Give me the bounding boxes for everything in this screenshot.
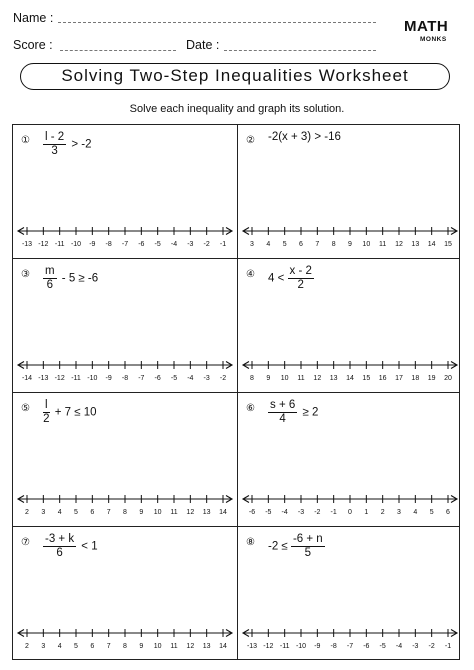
problem-inequality (43, 265, 98, 292)
problem-cell (238, 393, 462, 527)
tick-label: -5 (265, 509, 272, 516)
tick-label: -6 (363, 643, 370, 650)
tick-label: 8 (250, 375, 254, 382)
problem-cell (13, 259, 237, 393)
tick-label: -2 (219, 375, 227, 382)
problem-cell (238, 527, 462, 661)
tick-label: 16 (378, 375, 387, 382)
fraction-denominator: 2 (43, 413, 50, 425)
fraction-numerator: -6 + n (292, 533, 323, 545)
tick-label: -3 (412, 643, 419, 650)
tick-label: 11 (379, 241, 387, 248)
tick-label: -7 (346, 643, 354, 650)
tick-label: -11 (279, 643, 290, 650)
tick-label: -10 (295, 643, 307, 650)
inequality-suffix: < 1 (78, 540, 98, 553)
tick-label: 18 (411, 375, 420, 382)
date-field[interactable] (224, 50, 376, 51)
tick-label: 12 (395, 241, 403, 248)
tick-label: 12 (186, 509, 195, 516)
problem-inequality (43, 533, 98, 560)
tick-label: 20 (444, 375, 452, 382)
tick-label: -3 (187, 241, 194, 248)
score-label: Score : (13, 38, 53, 52)
problem-cell (13, 393, 237, 527)
tick-label: 15 (362, 375, 371, 382)
tick-label: 11 (170, 509, 178, 516)
number-line[interactable] (13, 493, 237, 519)
date-label: Date : (186, 38, 220, 52)
tick-label: 2 (380, 509, 385, 516)
problem-number: ⑤ (21, 403, 30, 414)
tick-label: -5 (154, 241, 161, 248)
worksheet-title: Solving Two-Step Inequalities Worksheet (20, 63, 450, 90)
name-field[interactable] (58, 22, 376, 23)
tick-label: 5 (429, 509, 434, 516)
tick-label: 3 (41, 643, 46, 650)
tick-label: -11 (54, 241, 65, 248)
math-monks-logo (404, 18, 462, 50)
tick-label: -12 (38, 241, 49, 248)
tick-label: -6 (138, 241, 145, 248)
fraction (43, 399, 50, 426)
tick-label: -9 (105, 375, 112, 382)
tick-label: -3 (203, 375, 210, 382)
tick-label: 17 (395, 375, 403, 382)
inequality-suffix: > -2 (68, 138, 92, 151)
tick-label: 11 (170, 643, 178, 650)
inequality-prefix: -2(x + 3) > -16 (268, 131, 341, 143)
problem-number: ⑦ (21, 537, 30, 548)
fraction-numerator: l (45, 399, 48, 411)
tick-label: 5 (74, 509, 78, 516)
tick-label: 4 (413, 509, 418, 516)
fraction (291, 533, 325, 560)
number-line[interactable] (238, 359, 462, 385)
tick-label: -2 (428, 643, 435, 650)
tick-label: 6 (90, 643, 95, 650)
name-label: Name : (13, 11, 54, 25)
tick-label: 14 (346, 375, 354, 382)
tick-label: -8 (121, 375, 129, 382)
logo-main-text: MATH (404, 18, 449, 35)
inequality-suffix: - 5 ≥ -6 (58, 272, 99, 285)
tick-label: -1 (330, 509, 337, 516)
fraction (43, 131, 66, 158)
tick-label: 19 (427, 375, 436, 382)
tick-label: 1 (364, 509, 369, 516)
tick-label: -9 (89, 241, 96, 248)
tick-label: -5 (170, 375, 178, 382)
tick-label: 11 (297, 375, 305, 382)
problem-inequality (268, 533, 327, 560)
number-line[interactable] (13, 627, 237, 653)
fraction-denominator: 5 (304, 547, 311, 559)
number-line[interactable] (238, 493, 462, 519)
fraction-denominator: 2 (297, 279, 304, 291)
tick-label: 6 (446, 509, 450, 516)
tick-label: -14 (21, 375, 33, 382)
tick-label: 3 (397, 509, 401, 516)
tick-label: 10 (362, 241, 371, 248)
tick-label: 8 (123, 509, 127, 516)
tick-label: 14 (427, 241, 436, 248)
problem-inequality (268, 265, 316, 292)
tick-label: -13 (21, 241, 33, 248)
tick-label: 8 (123, 643, 127, 650)
fraction-denominator: 6 (56, 547, 63, 559)
tick-label: 10 (153, 509, 162, 516)
tick-label: 5 (282, 241, 287, 248)
tick-label: -1 (444, 643, 452, 650)
tick-label: 7 (106, 509, 111, 516)
problem-cell (238, 125, 462, 259)
tick-label: 10 (153, 643, 162, 650)
tick-label: -6 (248, 509, 256, 516)
fraction (268, 399, 297, 426)
tick-label: -2 (203, 241, 210, 248)
problem-inequality (268, 399, 318, 426)
tick-label: -7 (138, 375, 145, 382)
tick-label: -13 (246, 643, 258, 650)
tick-label: 12 (186, 643, 195, 650)
fraction-numerator: -3 + k (45, 533, 75, 545)
tick-label: 9 (348, 241, 352, 248)
problem-number: ① (21, 135, 30, 146)
tick-label: 5 (74, 643, 78, 650)
problem-number: ③ (21, 269, 30, 280)
problem-cell (238, 259, 462, 393)
tick-label: 6 (299, 241, 303, 248)
tick-label: 4 (57, 643, 62, 650)
tick-label: -4 (170, 241, 178, 248)
problem-cell (13, 527, 237, 661)
inequality-suffix: ≥ 2 (299, 406, 319, 419)
inequality-prefix: -2 ≤ (268, 540, 291, 553)
tick-label: 13 (202, 643, 211, 650)
tick-label: -4 (395, 643, 403, 650)
fraction-denominator: 4 (279, 413, 286, 425)
tick-label: 0 (348, 509, 352, 516)
tick-label: -1 (219, 241, 227, 248)
problem-number: ② (246, 135, 255, 146)
tick-label: 10 (280, 375, 289, 382)
tick-label: 12 (313, 375, 322, 382)
fraction (43, 533, 76, 560)
tick-label: 9 (139, 643, 144, 650)
tick-label: 2 (25, 643, 29, 650)
tick-label: 13 (202, 509, 211, 516)
number-line[interactable] (13, 225, 237, 251)
fraction-numerator: x - 2 (289, 265, 312, 277)
fraction (288, 265, 314, 292)
fraction-numerator: s + 6 (270, 399, 296, 411)
score-field[interactable] (60, 50, 176, 51)
tick-label: 3 (250, 241, 254, 248)
problem-inequality (43, 131, 92, 158)
tick-label: -11 (71, 375, 81, 382)
tick-label: 14 (219, 643, 227, 650)
problem-cell (13, 125, 237, 259)
tick-label: -10 (70, 241, 82, 248)
instructions: Solve each inequality and graph its solution. (129, 103, 345, 115)
tick-label: 4 (57, 509, 62, 516)
tick-label: 7 (106, 643, 111, 650)
tick-label: 14 (219, 509, 227, 516)
tick-label: -13 (38, 375, 49, 382)
problem-number: ④ (246, 269, 255, 280)
problem-inequality (43, 399, 97, 426)
tick-label: 7 (315, 241, 320, 248)
tick-label: -12 (263, 643, 274, 650)
fraction-denominator: 3 (51, 145, 58, 157)
number-line[interactable] (13, 359, 237, 385)
tick-label: 13 (411, 241, 420, 248)
fraction-numerator: m (45, 265, 55, 277)
tick-label: 8 (331, 241, 336, 248)
tick-label: 4 (266, 241, 271, 248)
tick-label: -6 (154, 375, 161, 382)
tick-label: 15 (444, 241, 452, 248)
tick-label: -8 (330, 643, 337, 650)
fraction-numerator: l - 2 (45, 131, 65, 143)
number-line[interactable] (238, 225, 462, 251)
tick-label: 6 (90, 509, 95, 516)
logo-sub-text: MONKS (420, 36, 447, 43)
tick-label: 3 (41, 509, 46, 516)
problem-number: ⑥ (246, 403, 255, 414)
fraction (43, 265, 57, 292)
tick-label: -7 (121, 241, 129, 248)
tick-label: -3 (297, 509, 305, 516)
number-line[interactable] (238, 627, 462, 653)
problem-inequality (268, 131, 341, 143)
tick-label: -8 (105, 241, 112, 248)
tick-label: 13 (329, 375, 338, 382)
tick-label: -2 (314, 509, 321, 516)
tick-label: -4 (187, 375, 194, 382)
tick-label: -4 (281, 509, 288, 516)
inequality-suffix: + 7 ≤ 10 (51, 406, 97, 419)
problem-number: ⑧ (246, 537, 255, 548)
tick-label: -5 (379, 643, 386, 650)
tick-label: -12 (54, 375, 65, 382)
tick-label: -9 (314, 643, 321, 650)
tick-label: -10 (87, 375, 98, 382)
fraction-denominator: 6 (46, 279, 53, 291)
inequality-prefix: 4 < (268, 272, 288, 285)
tick-label: 2 (25, 509, 29, 516)
tick-label: 9 (266, 375, 271, 382)
tick-label: 9 (139, 509, 144, 516)
